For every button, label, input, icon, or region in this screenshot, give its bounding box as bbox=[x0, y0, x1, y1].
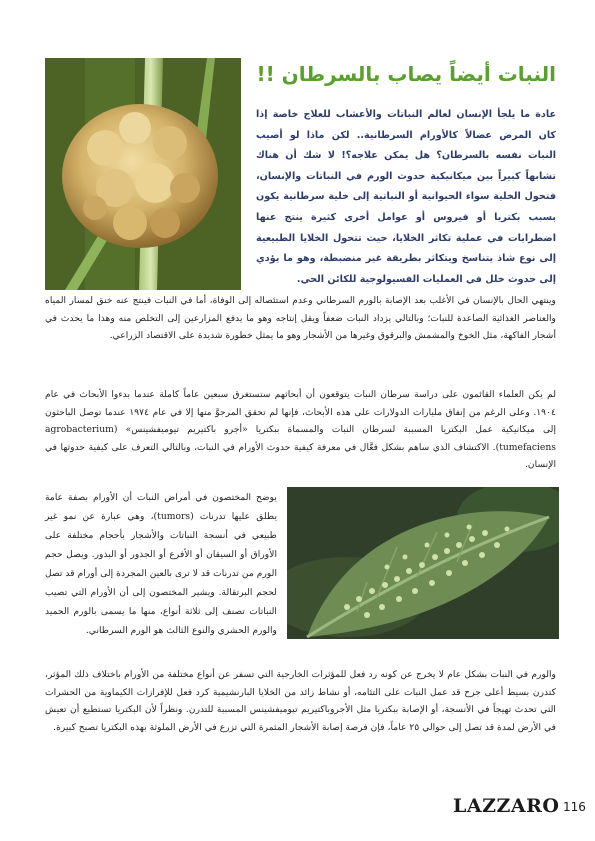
body-paragraph-3: يوضح المختصون في أمراض النبات أن الأورام بصفة عامة يطلق عليها تدرنات (tumors)، وهي عبارة عن نمو غير طبيعي في أنسجة النباتات والأشجار بأحجام مختلفة على الأوراق أو السيقان أو الأفرع أو الجذور أو البذور. ويصل حجم الورم من تدرنات قد لا ترى بالعين المجردة إلى أورام قد تصل لحجم البرتقالة. ويشير المختصون إلى أن الأورام التي تصيب النباتات تصنف إلى ثلاثة أنواع، منها ما يسمى بالورم الحميد والورم الحشري والنوع الثالث هو الورم السرطاني. bbox=[45, 492, 278, 636]
body-paragraph-1: وينتهي الحال بالإنسان في الأغلب بعد الإصابة بالورم السرطاني وعدم استئصاله إلى الوفاة، أما في النبات فينتج عنه خنق لمسار المياه والعناصر الغذائية الصاعدة للنبات؛ وبالتالي يزداد النبات ضعفاً ويقل إنتاجه وهو ما يدفع المزارعين إلى التخلص منه وهذا ما يحدث في أشجار الفاكهة، مثل الخوخ والمشمش والبرقوق وغيرها من الأشجار وهو ما يمثل خطورة شديدة على الاقتصاد الزراعي. bbox=[45, 295, 556, 341]
page-number: 116 bbox=[563, 800, 586, 814]
lazzaro-logo: LAZZARO bbox=[453, 795, 560, 817]
body-paragraph-4: والورم في النبات بشكل عام لا يخرج عن كونه رد فعل للمؤثرات الخارجية التي تسفر عن أنواع مختلفة من الأورام باختلاف ذلك المؤثر، كتدرن بسيط أعلى جرح قد عمل النبات على التئامه، أو نشاط زائد من الخلايا البارنشيمية كرد فعل للإفرازات الكيماوية من الحشرات التي تحدث تهيجاً في الأنسجة، أو الإصابة ببكتريا مثل الأجروباكتيريم تيوميفشينس المسببة للتدرن. ونظراً لأن البكتريا تستطيع أن تعيش في الأرض لمدة قد تصل إلى حوالي ٢٥ عاماً، فإن فرصة إصابة الأشجار المثمرة التي تزرع في الأرض الملوثة بهذه البكتريا تصبح كبيرة. bbox=[45, 669, 556, 733]
body-paragraph-2: لم يكن العلماء القائمون على دراسة سرطان النبات يتوقعون أن أبحاثهم ستستغرق سبعين عاماً كاملة عندما بدءوا الأبحاث في عام ١٩٠٤. وعلى الرغم من إنفاق مليارات الدولارات على هذه الأبحاث، فإنها لم تحقق المرجوَّ منها إلا في عام ١٩٧٤ عندما توصل الباحثون إلى ميكانيكية عمل البكتريا المسببة لسرطان النبات والمسماة ببكتريا «أجرو باكتيريم تيوميفشينس» (agrobacterium tumefaciens). الاكتشاف الذي ساهم بشكل فعَّال في معرفة كيفية حدوث الأورام في النبات، وبالتالي التعرف على كيفية حدوثها في الإنسان. bbox=[45, 389, 556, 470]
leaf-galls-illustration bbox=[287, 487, 559, 639]
crown-gall-illustration bbox=[45, 58, 241, 290]
leaf-galls-photo bbox=[287, 487, 559, 639]
article-title: النبات أيضاً يصاب بالسرطان !! bbox=[256, 62, 556, 86]
crown-gall-photo bbox=[45, 58, 241, 290]
intro-paragraph: عادة ما يلجأ الإنسان لعالم النباتات والأعشاب للعلاج خاصة إذا كان المرض عضالاً كالأورام السرطانية.. لكن ماذا لو أصيب النبات نفسه بالسرطان؟ هل يمكن علاجه؟! لا شك أن هناك تشابهاً كبيراً بين ميكانيكية حدوث الورم في النباتات والإنسان، فتحول الخلية سواء الحيوانية أو النباتية إلى خلية سرطانية يكون بسبب بكتريا أو فيروس أو عوامل أخرى كثيرة ينتج عنها اضطرابات في عملية تكاثر الخلايا، حيث تتحول الخلايا الطبيعية إلى نوع شاذ يتناسخ ويتكاثر بطريقة غير منضبطة، وهو ما يؤدي إلى حدوث خلل في العمليات الفسيولوجية للكائن الحي. bbox=[256, 109, 556, 285]
